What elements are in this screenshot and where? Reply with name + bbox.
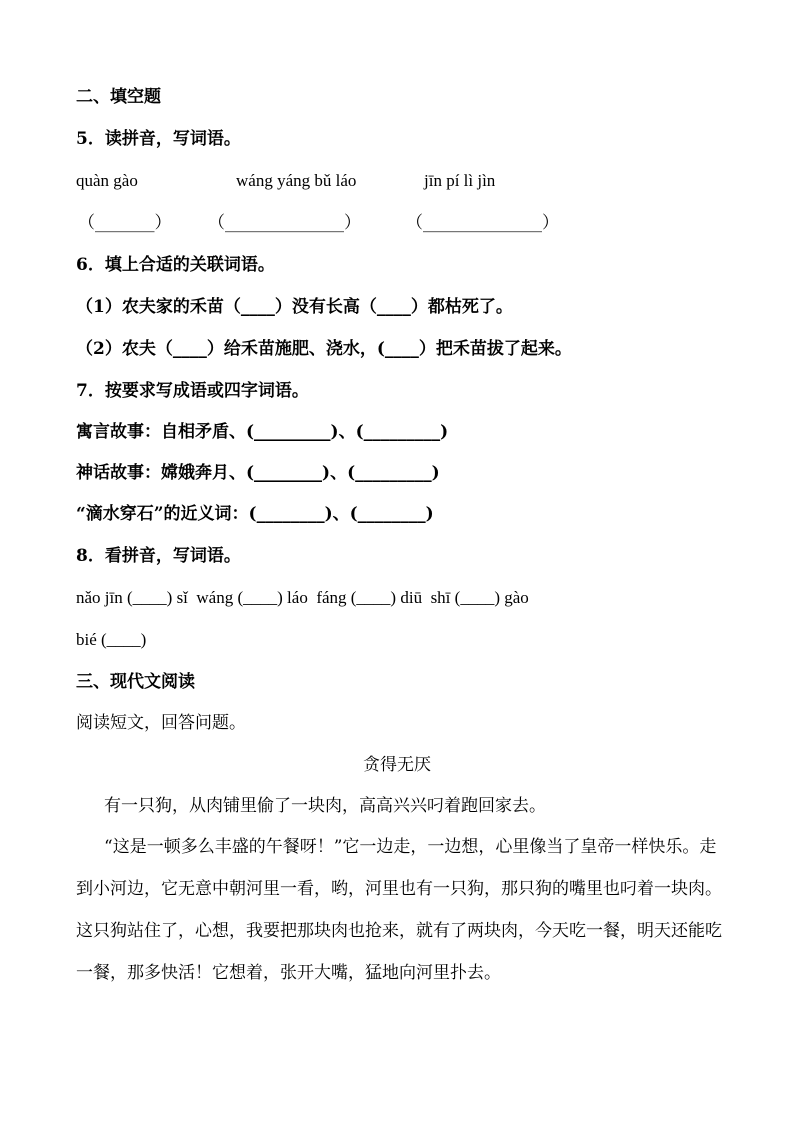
q5-title: 5．读拼音，写词语。 <box>76 129 241 149</box>
q7-line-3: “滴水穿石”的近义词：(________)、(________) <box>76 504 434 524</box>
q5-pinyin-3: jīn pí lì jìn <box>424 171 496 190</box>
story-paragraph-1: 有一只狗，从肉铺里偷了一块肉，高高兴兴叼着跑回家去。 <box>104 796 546 816</box>
story-title: 贪得无厌 <box>363 755 431 775</box>
q5-blank-3[interactable]: （______________） <box>406 213 559 233</box>
q5-pinyin-1: quàn gào <box>76 171 138 190</box>
q5-blank-1[interactable]: （_______） <box>78 213 172 233</box>
story-paragraph-2: “这是一顿多么丰盛的午餐呀！”它一边走，一边想，心里像当了皇帝一样快乐。走到小河边，它无意中朝河里一看，哟，河里也有一只狗，那只狗的嘴里也叼着一块肉。这只狗站住了，心想，我要把那块肉也抢来，就有了两块肉，今天吃一餐，明天还能吃一餐，那多快活！它想着，张开大嘴，猛地向河里扑去。 <box>76 837 722 983</box>
q8-line-2: bié (____) <box>76 630 147 649</box>
q8-line-1: nǎo jīn (____) sǐ wáng (____) láo fáng (____) diū shī (____) gào <box>76 588 529 607</box>
q8-title: 8．看拼音，写词语。 <box>76 546 241 566</box>
section-3-title: 三、现代文阅读 <box>76 672 195 692</box>
q5-blank-2[interactable]: （______________） <box>208 213 361 233</box>
q7-line-2: 神话故事：嫦娥奔月、(________)、(_________) <box>76 463 440 483</box>
q7-title: 7．按要求写成语或四字词语。 <box>76 381 309 401</box>
section-2-title: 二、填空题 <box>76 87 161 107</box>
q5-pinyin-2: wáng yáng bǔ láo <box>236 171 357 190</box>
q7-line-1: 寓言故事：自相矛盾、(_________)、(_________) <box>76 422 449 442</box>
q6-line-2: （2）农夫（____）给禾苗施肥、浇水，(____）把禾苗拔了起来。 <box>76 339 572 359</box>
reading-instruction: 阅读短文，回答问题。 <box>76 713 246 733</box>
q6-line-1: （1）农夫家的禾苗（____）没有长高（____）都枯死了。 <box>76 297 513 317</box>
q6-title: 6．填上合适的关联词语。 <box>76 255 275 275</box>
